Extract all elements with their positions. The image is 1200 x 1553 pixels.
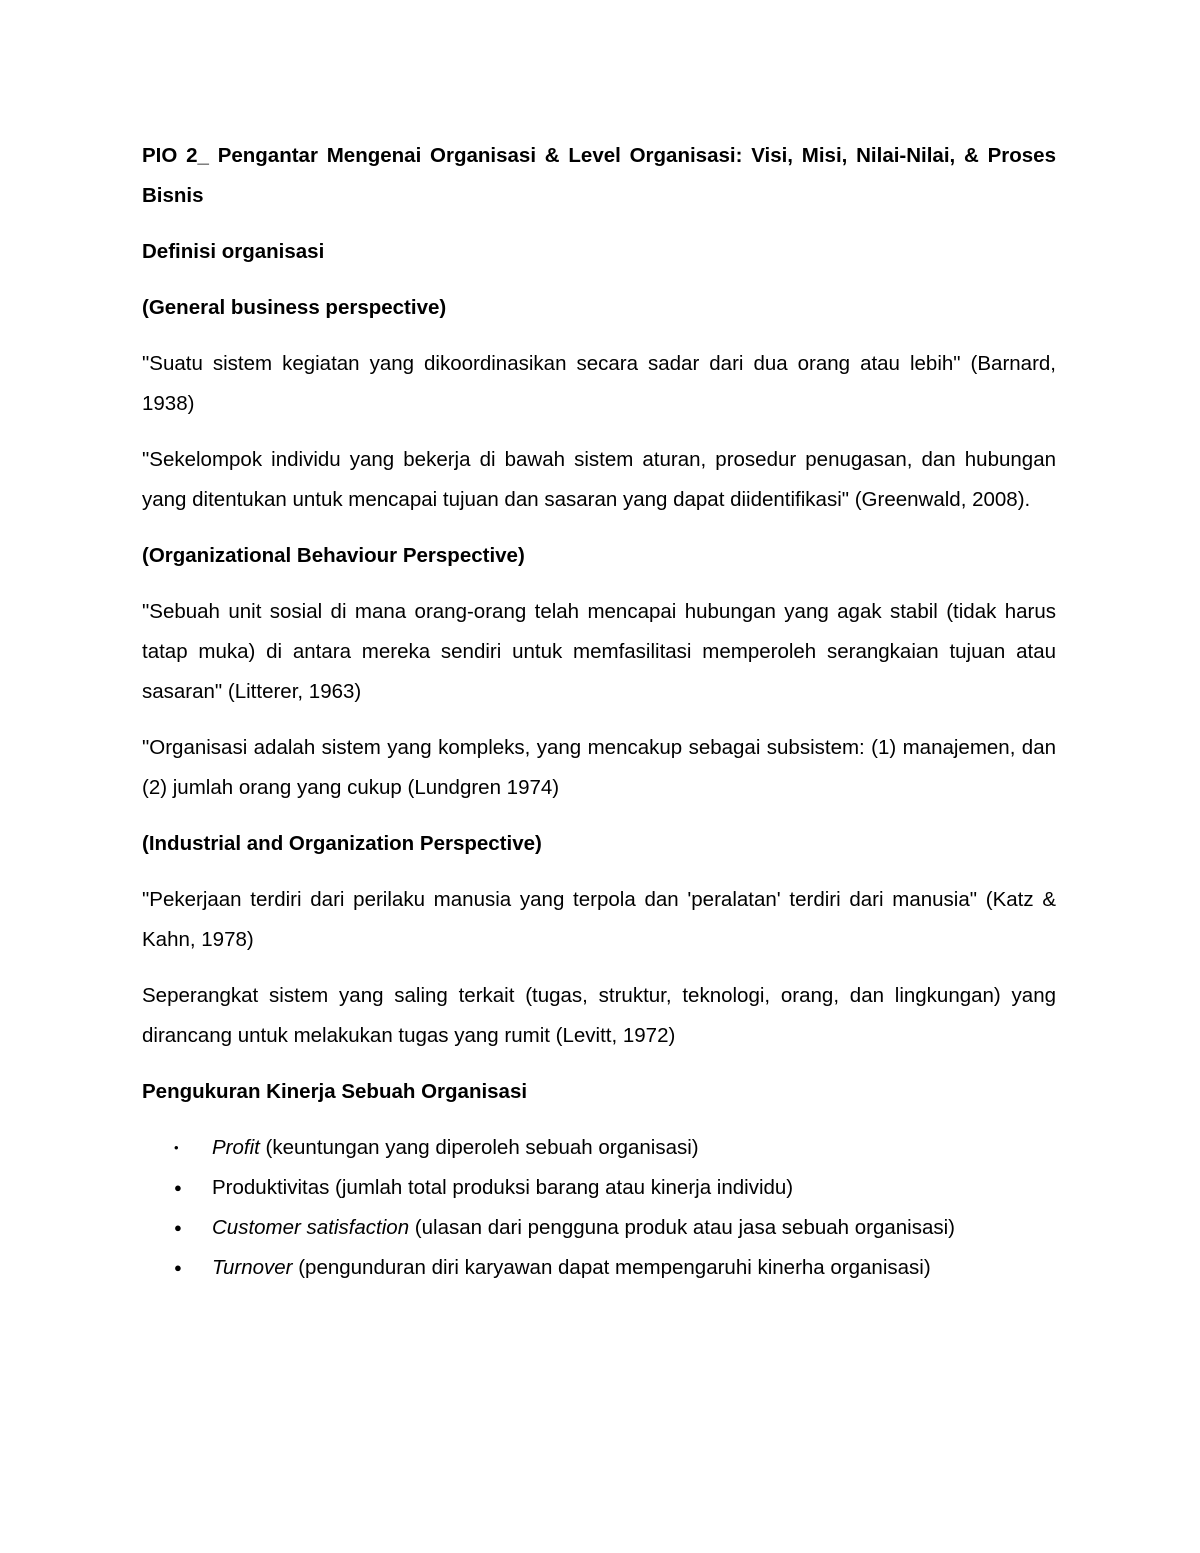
bullet-icon: ● [174, 1180, 182, 1195]
barnard-definition: "Suatu sistem kegiatan yang dikoordinasikan secara sadar dari dua orang atau lebih" (Barnard, 1938) [142, 352, 1056, 415]
list-item [142, 1128, 1056, 1168]
item-desc: (ulasan dari pengguna produk atau jasa sebuah organisasi) [409, 1216, 956, 1239]
item-term: Customer satisfaction [212, 1216, 410, 1239]
performance-heading: Pengukuran Kinerja Sebuah Organisasi [142, 1080, 528, 1103]
section-heading-definition: Definisi organisasi [142, 240, 325, 263]
item-desc: Produktivitas (jumlah total produksi barang atau kinerja individu) [212, 1176, 794, 1199]
document-page [142, 136, 1056, 1288]
performance-list [142, 1128, 1056, 1288]
item-term: Turnover [212, 1256, 293, 1279]
bullet-icon: • [174, 1140, 179, 1155]
katz-kahn-definition: "Pekerjaan terdiri dari perilaku manusia yang terpola dan 'peralatan' terdiri dari manusia" (Katz & Kahn, 1978) [142, 888, 1056, 951]
bullet-icon: ● [174, 1220, 182, 1235]
io-perspective-heading: (Industrial and Organization Perspective) [142, 832, 542, 855]
list-item [142, 1168, 1056, 1208]
litterer-definition: "Sebuah unit sosial di mana orang-orang telah mencapai hubungan yang agak stabil (tidak harus tatap muka) di antara mereka sendiri untuk memfasilitasi memperoleh serangkaian tujuan atau sasaran" (Litterer, 1963) [142, 600, 1056, 703]
greenwald-definition: "Sekelompok individu yang bekerja di bawah sistem aturan, prosedur penugasan, dan hubungan yang ditentukan untuk mencapai tujuan dan sasaran yang dapat diidentifikasi" (Greenwald, 2008). [142, 448, 1056, 511]
bullet-icon: ● [174, 1260, 182, 1275]
levitt-definition: Seperangkat sistem yang saling terkait (tugas, struktur, teknologi, orang, dan lingkungan) yang dirancang untuk melakukan tugas yang rumit (Levitt, 1972) [142, 984, 1056, 1047]
item-term: Profit [212, 1136, 260, 1159]
list-item [142, 1248, 1056, 1288]
document-title: PIO 2_ Pengantar Mengenai Organisasi & Level Organisasi: Visi, Misi, Nilai-Nilai, & Proses Bisnis [142, 144, 1056, 207]
general-perspective-heading: (General business perspective) [142, 296, 447, 319]
lundgren-definition: "Organisasi adalah sistem yang kompleks, yang mencakup sebagai subsistem: (1) manajemen, dan (2) jumlah orang yang cukup (Lundgren 1974) [142, 736, 1056, 799]
item-desc: (pengunduran diri karyawan dapat mempengaruhi kinerha organisasi) [292, 1256, 931, 1279]
item-desc: (keuntungan yang diperoleh sebuah organisasi) [259, 1136, 699, 1159]
ob-perspective-heading: (Organizational Behaviour Perspective) [142, 544, 525, 567]
list-item [142, 1208, 1056, 1248]
